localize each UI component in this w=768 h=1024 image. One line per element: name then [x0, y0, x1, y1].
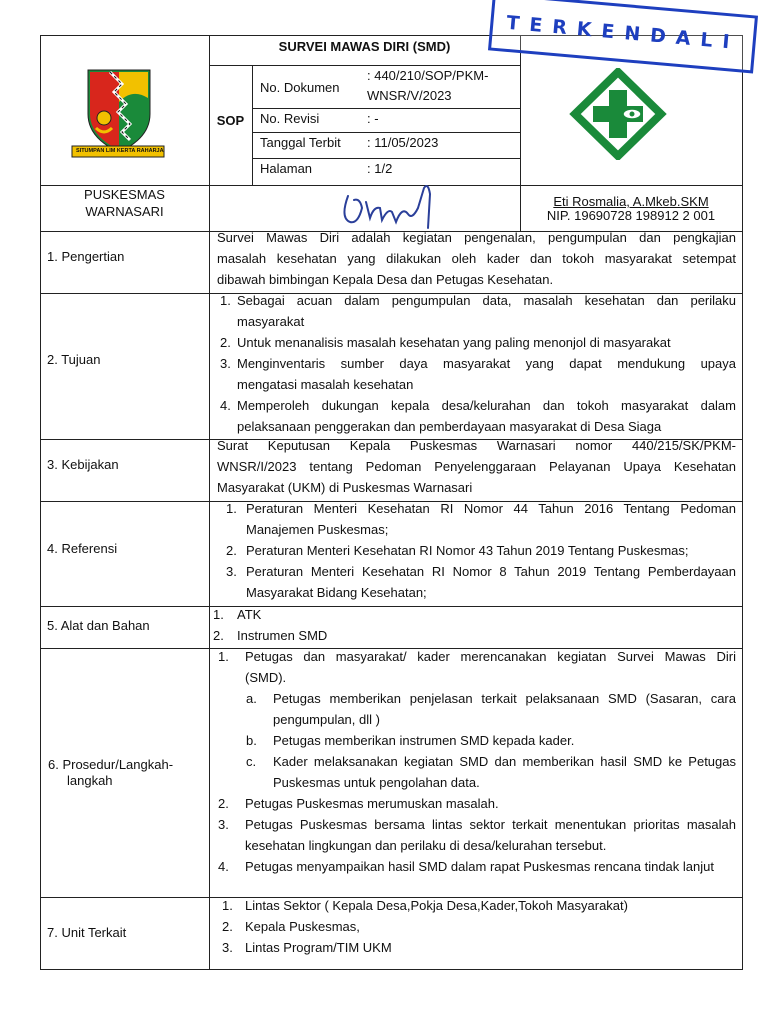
- item-text: Peraturan Menteri Kesehatan RI Nomor 44 Tahun 2016 Tentang Pedoman: [246, 501, 736, 516]
- org-name-line1: PUSKESMAS: [84, 187, 165, 202]
- table-border-bottom: [40, 969, 743, 970]
- list-item: [220, 395, 736, 437]
- sop-label: SOP: [216, 113, 245, 128]
- item-text-cont: Masyarakat Bidang Kesehatan;: [246, 585, 427, 600]
- signer-nip: NIP. 19690728 198912 2 001: [546, 208, 716, 223]
- substep-text: Petugas memberikan instrumen SMD kepada kader.: [273, 733, 575, 748]
- row-divider: [252, 132, 520, 133]
- substep-letter: c.: [246, 754, 257, 769]
- item-text-cont: mengatasi masalah kesehatan: [237, 377, 414, 392]
- text-line: dibawah bimbingan Kepala Desa dan Petugas Kesehatan.: [217, 272, 554, 287]
- regional-emblem-logo: [70, 68, 166, 160]
- field-value-halaman: : 1/2: [367, 161, 393, 176]
- referensi-list: [226, 498, 736, 603]
- substep-text-cont: Puskesmas untuk pengolahan data.: [273, 775, 480, 790]
- item-text: Instrumen SMD: [237, 628, 328, 643]
- substep-text-cont: pengumpulan, dll ): [273, 712, 380, 727]
- row-divider: [252, 108, 520, 109]
- list-item: [220, 353, 736, 395]
- step-item: [218, 814, 736, 856]
- item-text: Untuk menanalisis masalah kesehatan yang paling menonjol di masyarakat: [237, 335, 671, 350]
- step-text: Petugas Puskesmas merumuskan masalah.: [245, 796, 499, 811]
- substep-text: Petugas memberikan penjelasan terkait pelaksanaan SMD (Sasaran, cara: [273, 691, 736, 706]
- field-value-tanggal-terbit: : 11/05/2023: [367, 135, 439, 150]
- item-number: 2.: [220, 335, 231, 350]
- substep-item: [218, 730, 736, 751]
- step-number: 4.: [218, 859, 229, 874]
- list-item: [222, 916, 737, 937]
- field-label-halaman: Halaman: [260, 161, 313, 176]
- step-text: Petugas Puskesmas bersama lintas sektor terkait menentukan prioritas masalah: [245, 817, 736, 832]
- document-title: SURVEI MAWAS DIRI (SMD): [278, 39, 451, 54]
- terkendali-stamp: TERKENDALI: [488, 0, 758, 73]
- field-label-tanggal-terbit: Tanggal Terbit: [260, 135, 341, 150]
- section-label-unit: 7. Unit Terkait: [47, 925, 127, 940]
- field-label-no-revisi: No. Revisi: [260, 111, 320, 126]
- step-number: 3.: [218, 817, 229, 832]
- list-item: [226, 498, 736, 540]
- item-text: ATK: [237, 607, 262, 622]
- puskesmas-logo: [569, 68, 667, 160]
- tujuan-list: [220, 290, 736, 437]
- item-text: Lintas Program/TIM UKM: [245, 940, 392, 955]
- item-number: 1.: [222, 898, 233, 913]
- signature: [336, 178, 456, 234]
- list-item: [220, 290, 736, 332]
- substep-item: [218, 688, 736, 730]
- item-text-cont: masyarakat: [237, 314, 305, 329]
- prosedur-list: [218, 646, 736, 877]
- text-line: masalah kesehatan yang dilakukan oleh kader dan tokoh masyarakat setempat: [217, 251, 736, 266]
- text-line: WNSR/I/2023 tentang Pedoman Penyelenggaraan Pelayanan Upaya Kesehatan: [217, 459, 736, 474]
- field-value-no-dokumen: : 440/210/SOP/PKM-: [367, 68, 489, 83]
- section-label-kebijakan: 3. Kebijakan: [47, 457, 119, 472]
- item-text: Kepala Puskesmas,: [245, 919, 360, 934]
- step-text: Petugas dan masyarakat/ kader merencanakan kegiatan Survei Mawas Diri: [245, 649, 736, 664]
- table-border-left: [40, 35, 41, 970]
- column-divider: [209, 35, 210, 970]
- text-line: Surat Keputusan Kepala Puskesmas Warnasari nomor 440/215/SK/PKM-: [217, 438, 736, 453]
- step-text-cont: (SMD).: [245, 670, 287, 685]
- signer-name: Eti Rosmalia, A.Mkeb.SKM: [553, 194, 709, 209]
- section-label-prosedur-cont: langkah: [67, 773, 113, 788]
- pengertian-text: [217, 227, 736, 290]
- org-name-line2: WARNASARI: [85, 204, 164, 219]
- step-number: 1.: [218, 649, 229, 664]
- item-number: 3.: [220, 356, 231, 371]
- step-number: 2.: [218, 796, 229, 811]
- list-item: [220, 332, 736, 353]
- list-item: [226, 540, 736, 561]
- column-divider: [252, 65, 253, 185]
- item-number: 4.: [220, 398, 231, 413]
- list-item: [213, 604, 733, 625]
- unit-list: [222, 895, 737, 958]
- section-label-prosedur: 6. Prosedur/Langkah-: [48, 757, 174, 772]
- item-text: Peraturan Menteri Kesehatan RI Nomor 8 Tahun 2019 Tentang Pemberdayaan: [246, 564, 736, 579]
- item-text: Sebagai acuan dalam pengumpulan data, masalah kesehatan dan perilaku: [237, 293, 736, 308]
- text-line: Masyarakat (UKM) di Puskesmas Warnasari: [217, 480, 473, 495]
- step-item: [218, 793, 736, 814]
- item-number: 2.: [226, 543, 237, 558]
- item-number: 1.: [220, 293, 231, 308]
- row-divider: [252, 158, 520, 159]
- section-label-alat: 5. Alat dan Bahan: [47, 618, 150, 633]
- table-border-right: [742, 35, 743, 970]
- list-item: [213, 625, 733, 646]
- text-line: Survei Mawas Diri adalah kegiatan pengenalan, pengumpulan dan pengkajian: [217, 230, 736, 245]
- item-text: Lintas Sektor ( Kepala Desa,Pokja Desa,Kader,Tokoh Masyarakat): [245, 898, 628, 913]
- field-value-no-revisi: : -: [367, 111, 379, 126]
- list-item: [222, 895, 737, 916]
- item-number: 2.: [213, 628, 224, 643]
- kebijakan-text: [217, 435, 736, 498]
- item-text-cont: Manajemen Puskesmas;: [246, 522, 389, 537]
- item-text: Memperoleh dukungan kepala desa/kelurahan dan tokoh masyarakat dalam: [237, 398, 736, 413]
- substep-letter: b.: [246, 733, 257, 748]
- section-label-referensi: 4. Referensi: [47, 541, 118, 556]
- step-item: [218, 856, 736, 877]
- section-label-pengertian: 1. Pengertian: [47, 249, 125, 264]
- item-number: 3.: [222, 940, 233, 955]
- section-label-tujuan: 2. Tujuan: [47, 352, 101, 367]
- list-item: [226, 561, 736, 603]
- step-item: [218, 646, 736, 688]
- step-text-cont: kesehatan lingkungan dan perilaku di desa/kelurahan tersebut.: [245, 838, 607, 853]
- emblem-motto: SITUMPAN LIM KERTA RAHARJA: [76, 148, 164, 154]
- item-number: 2.: [222, 919, 233, 934]
- substep-letter: a.: [246, 691, 257, 706]
- item-number: 1.: [226, 501, 237, 516]
- row-divider: [209, 65, 520, 66]
- item-text: Menginventaris sumber daya masyarakat yang dapat mendukung upaya: [237, 356, 736, 371]
- item-number: 1.: [213, 607, 224, 622]
- item-number: 3.: [226, 564, 237, 579]
- field-label-no-dokumen: No. Dokumen: [260, 80, 340, 95]
- substep-text: Kader melaksanakan kegiatan SMD dan memberikan hasil SMD ke Petugas: [273, 754, 736, 769]
- step-text: Petugas menyampaikan hasil SMD dalam rapat Puskesmas rencana tindak lanjut: [245, 859, 714, 874]
- alat-list: [213, 604, 733, 646]
- field-value-no-dokumen-cont: WNSR/V/2023: [367, 88, 452, 103]
- item-text: Peraturan Menteri Kesehatan RI Nomor 43 Tahun 2019 Tentang Puskesmas;: [246, 543, 689, 558]
- substep-item: [218, 751, 736, 793]
- list-item: [222, 937, 737, 958]
- item-text-cont: pelaksanaan penggerakan dan pemberdayaan masyarakat di Desa Siaga: [237, 419, 662, 434]
